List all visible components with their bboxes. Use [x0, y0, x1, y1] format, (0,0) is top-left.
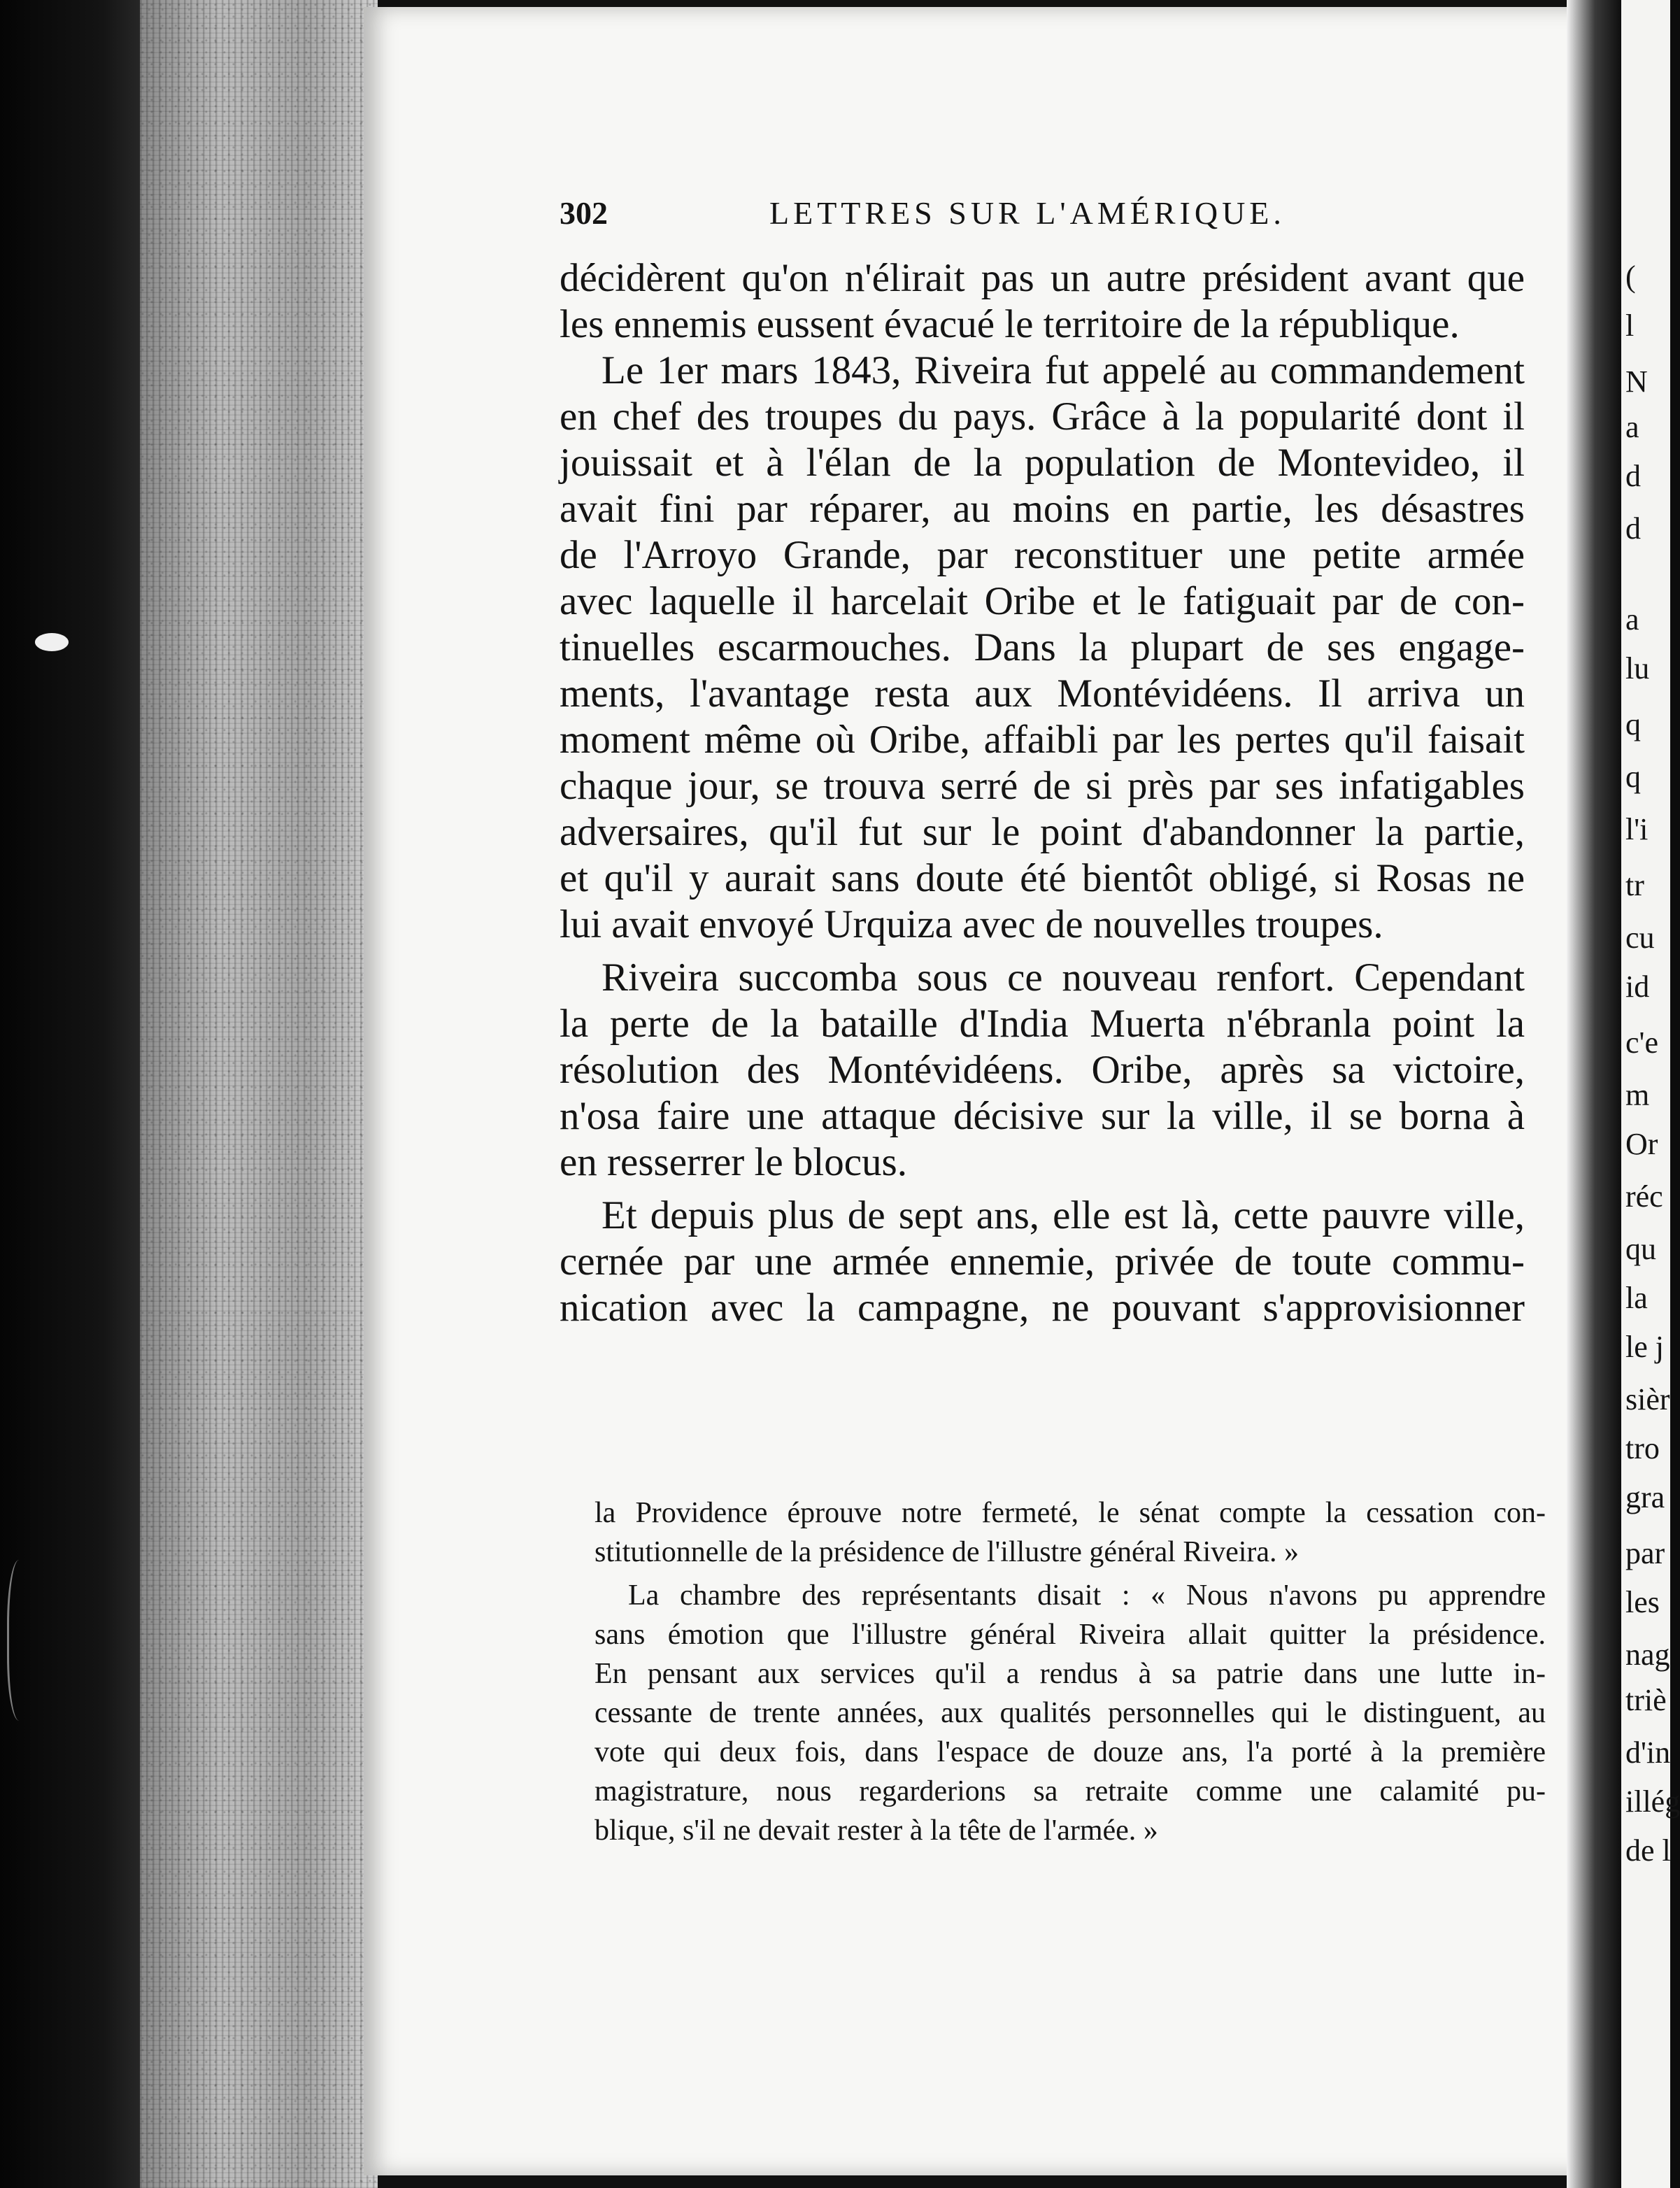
- scan-dark-margin: [0, 0, 147, 2188]
- text-line: de l'Arroyo Grande, par reconstituer une petite armée: [560, 533, 1525, 577]
- text-line: tinuelles escarmouches. Dans la plupart de ses engage-: [560, 625, 1525, 669]
- next-page-fragment: par: [1625, 1536, 1665, 1570]
- running-title: LETTRES SUR L'AMÉRIQUE.: [769, 195, 1286, 231]
- text-line: n'osa faire une attaque décisive sur la ville, il se borna à: [560, 1094, 1525, 1138]
- text-line: lui avait envoyé Urquiza avec de nouvelles troupes.: [560, 902, 1383, 946]
- next-page-fragment: réc: [1625, 1179, 1663, 1214]
- text-line: chaque jour, se trouva serré de si près par ses infatigables: [560, 764, 1525, 808]
- next-page-fragment: (: [1625, 260, 1636, 294]
- text-line: ments, l'avantage resta aux Montévidéens. Il arriva un: [560, 672, 1525, 716]
- text-line: Le 1er mars 1843, Riveira fut appelé au commandement: [601, 348, 1525, 392]
- next-page-fragment: d'in: [1625, 1735, 1671, 1770]
- scan-smudge: [35, 633, 69, 651]
- text-line: résolution des Montévidéens. Oribe, après sa victoire,: [560, 1048, 1525, 1092]
- text-line: moment même où Oribe, affaibli par les pertes qu'il faisait: [560, 718, 1525, 762]
- footnote-line: blique, s'il ne devait rester à la tête de l'armée. »: [595, 1814, 1158, 1847]
- book-page-edges: [140, 0, 378, 2188]
- text-line: en chef des troupes du pays. Grâce à la popularité dont il: [560, 395, 1525, 439]
- text-line: la perte de la bataille d'India Muerta n'ébranla point la: [560, 1002, 1525, 1046]
- text-line: nication avec la campagne, ne pouvant s'approvisionner: [560, 1286, 1525, 1330]
- next-page-fragment: q: [1625, 707, 1641, 741]
- text-line: en resserrer le blocus.: [560, 1140, 907, 1184]
- text-line: et qu'il y aurait sans doute été bientôt obligé, si Rosas ne: [560, 856, 1525, 900]
- next-page-fragment: qu: [1625, 1232, 1656, 1266]
- book-gutter: [1567, 0, 1630, 2188]
- footnote-line: La chambre des représentants disait : « Nous n'avons pu apprendre: [628, 1579, 1546, 1612]
- next-page-fragment: m: [1625, 1078, 1650, 1112]
- text-line: avait fini par réparer, au moins en partie, les désastres: [560, 487, 1525, 531]
- footnote-line: la Providence éprouve notre fermeté, le sénat compte la cessation con-: [595, 1497, 1546, 1529]
- next-page-fragment: lu: [1625, 651, 1650, 685]
- next-page-fragment: triè: [1625, 1683, 1667, 1717]
- next-page-fragment: nag: [1625, 1638, 1670, 1672]
- next-page-fragment: c'e: [1625, 1025, 1658, 1060]
- next-page-fragment: gra: [1625, 1480, 1665, 1514]
- next-page-fragment: d: [1625, 511, 1641, 546]
- next-page-fragment: cu: [1625, 921, 1655, 955]
- text-line: Et depuis plus de sept ans, elle est là, cette pauvre ville,: [601, 1193, 1525, 1237]
- next-page-fragment: a: [1625, 410, 1639, 444]
- scan-artifact: [7, 1560, 37, 1721]
- footnote-line: cessante de trente années, aux qualités personnelles qui le distinguent, au: [595, 1697, 1546, 1729]
- footnote-line: sans émotion que l'illustre général Riveira allait quitter la présidence.: [595, 1619, 1546, 1651]
- next-page-fragment: illég: [1625, 1784, 1680, 1819]
- footnote-line: magistrature, nous regarderions sa retraite comme une calamité pu-: [595, 1775, 1546, 1807]
- text-line: Riveira succomba sous ce nouveau renfort. Cependant: [601, 956, 1525, 1000]
- text-line: avec laquelle il harcelait Oribe et le fatiguait par de con-: [560, 579, 1525, 623]
- text-line: jouissait et à l'élan de la population de Montevideo, il: [560, 441, 1525, 485]
- next-page-fragment: de l: [1625, 1833, 1671, 1868]
- next-page-fragment: a: [1625, 602, 1639, 637]
- next-page-fragment: sièr: [1625, 1382, 1670, 1416]
- next-page-fragment: les: [1625, 1585, 1660, 1619]
- page-number: 302: [560, 195, 608, 231]
- next-page-fragment: la: [1625, 1281, 1648, 1315]
- next-page-fragment: l: [1625, 308, 1635, 343]
- next-page-fragment: tro: [1625, 1431, 1660, 1465]
- text-line: adversaires, qu'il fut sur le point d'abandonner la partie,: [560, 810, 1525, 854]
- next-page-fragment: N: [1625, 364, 1648, 399]
- page-header: [560, 194, 1539, 243]
- next-page-fragment: q: [1625, 760, 1641, 794]
- next-page-fragment: l'i: [1625, 812, 1649, 846]
- text-line: cernée par une armée ennemie, privée de toute commu-: [560, 1239, 1525, 1284]
- footnote-line: vote qui deux fois, dans l'espace de douze ans, l'a porté à la première: [595, 1736, 1546, 1768]
- next-page-fragment: Or: [1625, 1127, 1658, 1161]
- next-page-fragment: d: [1625, 459, 1641, 493]
- text-line: les ennemis eussent évacué le territoire de la république.: [560, 302, 1460, 346]
- footnote-line: stitutionnelle de la présidence de l'illustre général Riveira. »: [595, 1536, 1300, 1568]
- text-line: décidèrent qu'on n'élirait pas un autre président avant que: [560, 256, 1525, 300]
- next-page-fragment: le j: [1625, 1330, 1664, 1364]
- next-page-fragment: tr: [1625, 868, 1644, 902]
- next-page-fragment: id: [1625, 969, 1650, 1004]
- next-page-sliver: [1621, 0, 1680, 2188]
- footnote-line: En pensant aux services qu'il a rendus à sa patrie dans une lutte in-: [595, 1658, 1546, 1690]
